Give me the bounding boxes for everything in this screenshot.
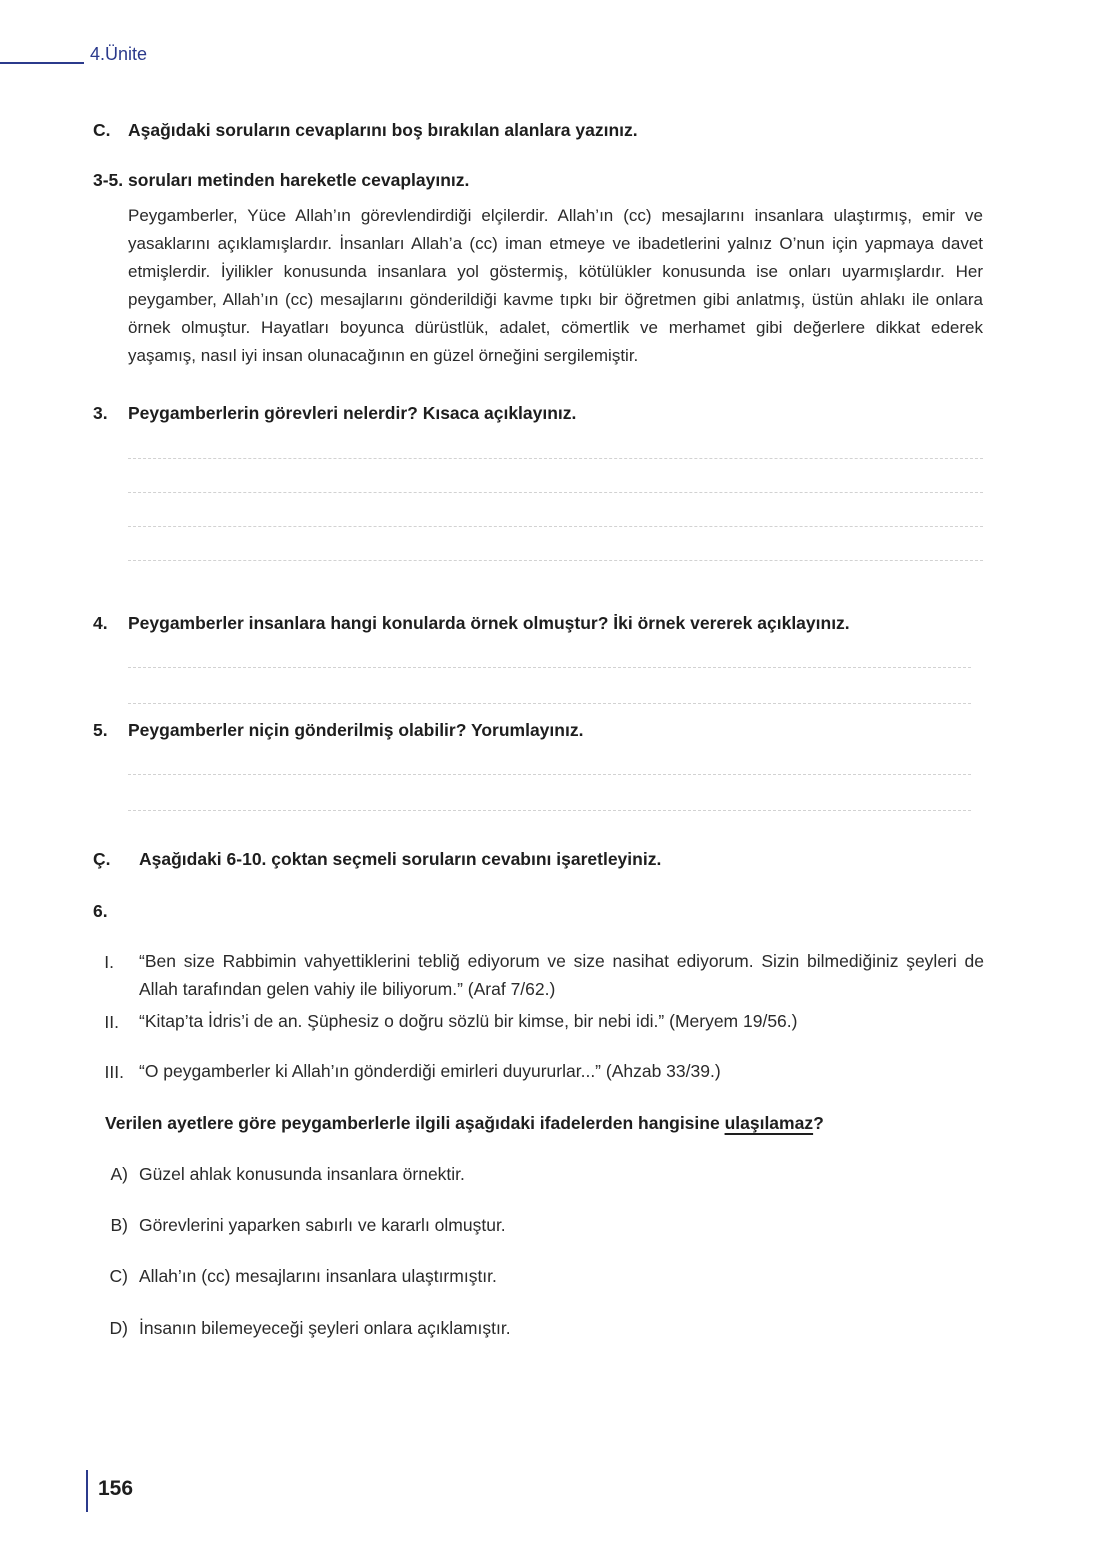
question-6-number: 6. [93,901,108,921]
verse-numeral: I. [104,952,114,972]
section-cc-letter: Ç. [93,849,111,869]
section-cc-instruction: Aşağıdaki 6-10. çoktan seçmeli soruların cevabını işaretleyiniz. [139,849,662,869]
question-4-text: Peygamberler insanlara hangi konularda örnek olmuştur? İki örnek vererek açıklayınız. [128,613,850,633]
question-4-number: 4. [93,613,108,633]
verse-text: “O peygamberler ki Allah’ın gönderdiği emirleri duyururlar...” (Ahzab 33/39.) [139,1061,721,1081]
question-5-text: Peygamberler niçin gönderilmiş olabilir? Yorumlayınız. [128,720,584,740]
answer-line[interactable] [128,526,983,527]
option-b-letter[interactable]: B) [110,1215,128,1235]
option-c-letter[interactable]: C) [109,1266,128,1286]
verse-text: “Ben size Rabbimin vahyettiklerini tebliğ ediyorum ve size nasihat ediyorum. Sizin bilmediğiniz şeyleri de Allah tarafından gelen vahiy ile biliyorum.” (Araf 7/62.) [139,951,984,999]
question-3-text: Peygamberlerin görevleri nelerdir? Kısaca açıklayınız. [128,403,577,423]
verse-text: “Kitap’ta İdris’i de an. Şüphesiz o doğru sözlü bir kimse, bir nebi idi.” (Meryem 19/56.) [139,1011,798,1031]
answer-line[interactable] [128,774,971,775]
question-6-stem [105,1113,824,1134]
answer-line[interactable] [128,458,983,459]
section-c-letter: C. [93,120,111,140]
header-rule [0,62,84,64]
answer-line[interactable] [128,492,983,493]
option-d-letter[interactable]: D) [109,1318,128,1338]
question-5-number: 5. [93,720,108,740]
answer-line[interactable] [128,703,971,704]
option-d-text[interactable]: İnsanın bilemeyeceği şeyleri onlara açıklamıştır. [139,1318,511,1338]
page-number-rule [86,1470,88,1512]
option-a-text[interactable]: Güzel ahlak konusunda insanlara örnektir. [139,1164,465,1184]
verse-numeral: II. [104,1012,119,1032]
reading-passage: Peygamberler, Yüce Allah’ın görevlendirdiği elçilerdir. Allah’ın (cc) mesajlarını insanlara ulaştırmış, emir ve yasaklarını açıklamışlardır. İnsanları Allah’a (cc) iman etmeye ve ibadetlerini yalnız O’nun için yapmaya davet etmişlerdir. İyilikler konusunda insanlara yol göstermiş, kötülükler konusunda ise onları uyarmışlardır. Her peygamber, Allah’ın (cc) mesajlarını gönderildiği kavme tıpkı bir öğretmen gibi anlatmış, üstün ahlakı ile onlara örnek olmuştur. Hayatları boyunca dürüstlük, adalet, cömertlik ve merhamet gibi değerlere dikkat ederek yaşamış, nasıl iyi insan olunacağının en güzel örneğini sergilemiştir. [128,206,983,365]
page-number: 156 [98,1477,134,1500]
answer-line[interactable] [128,560,983,561]
option-c-text[interactable]: Allah’ın (cc) mesajlarını insanlara ulaştırmıştır. [139,1266,497,1286]
stem-prefix: Verilen ayetlere göre peygamberlerle ilgili aşağıdaki ifadelerden hangisine [105,1113,725,1133]
question-3-number: 3. [93,403,108,423]
unit-title: 4.Ünite [90,44,148,64]
option-b-text[interactable]: Görevlerini yaparken sabırlı ve kararlı olmuştur. [139,1215,506,1235]
stem-suffix: ? [813,1113,824,1133]
section-c-instruction: Aşağıdaki soruların cevaplarını boş bırakılan alanlara yazınız. [128,120,638,140]
stem-emphasis: ulaşılamaz [724,1113,814,1133]
answer-line[interactable] [128,810,971,811]
option-a-letter[interactable]: A) [110,1164,128,1184]
passage-subheading: 3-5. soruları metinden hareketle cevaplayınız. [93,170,470,190]
answer-line[interactable] [128,667,971,668]
verse-numeral: III. [104,1062,124,1082]
